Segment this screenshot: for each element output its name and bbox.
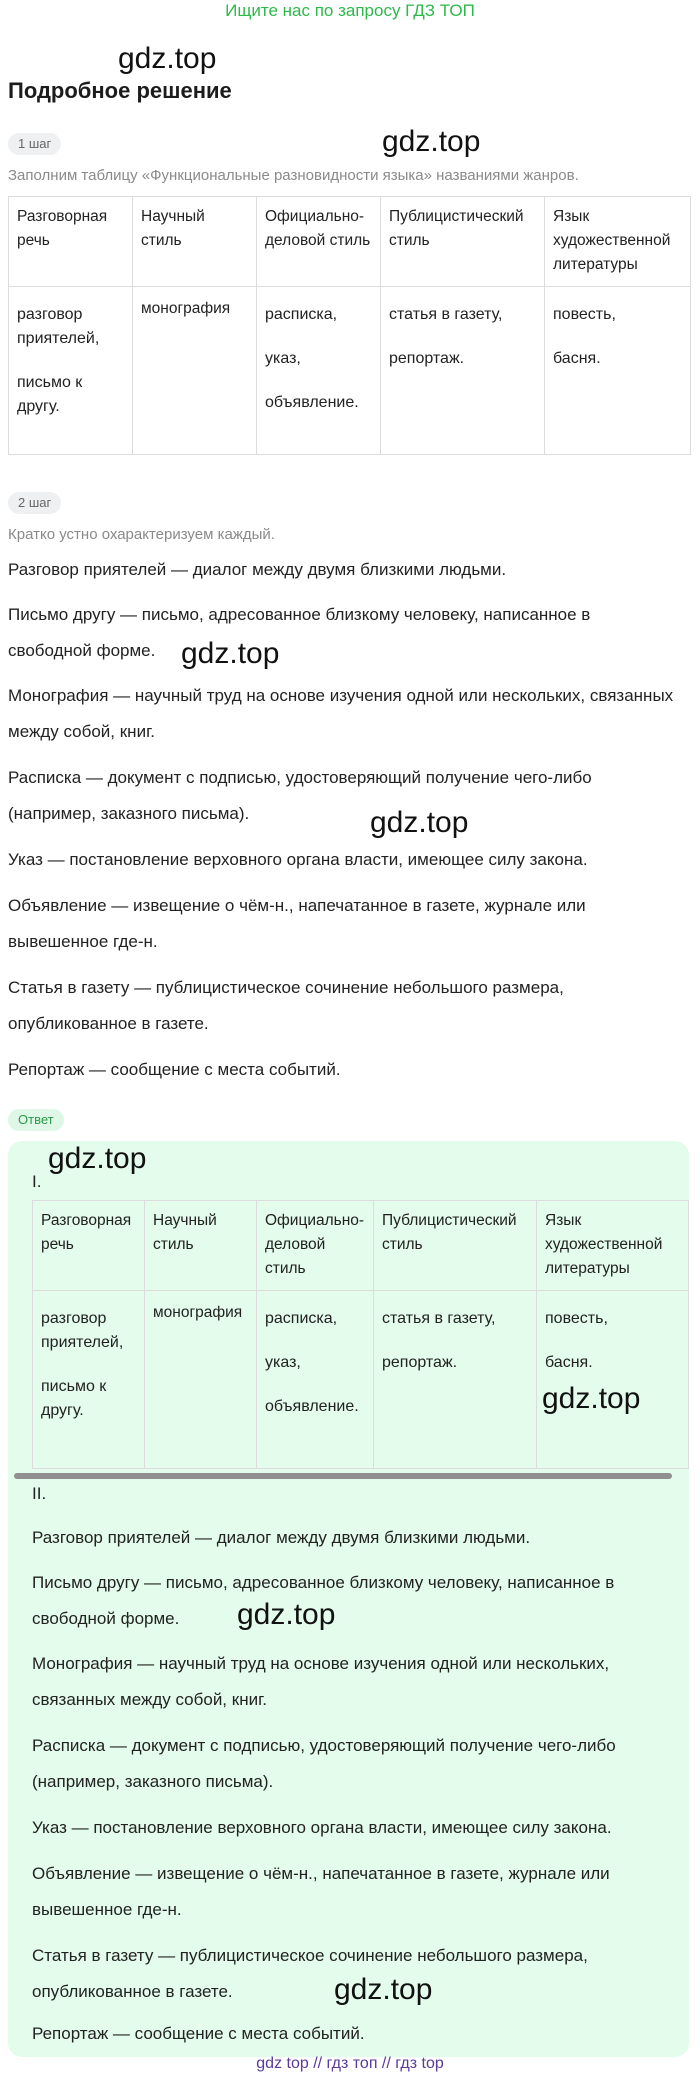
step-hint: Кратко устно охарактеризуем каждый. <box>8 526 275 543</box>
definition-text: Указ — постановление верховного органа власти, имеющее силу закона. <box>32 1818 612 1837</box>
watermark: gdz.top <box>118 42 217 75</box>
definition-text: Объявление — извещение о чём-н., напечатанное в газете, журнале или вывешенное где-н. <box>32 1864 610 1919</box>
definition-text: Разговор приятелей — диалог между двумя близкими людьми. <box>8 560 507 579</box>
watermark: gdz.top <box>237 1598 336 1631</box>
cell-text: разговор приятелей, <box>17 306 100 347</box>
watermark: gdz.top <box>48 1142 147 1175</box>
cell-text: объявление. <box>265 394 359 411</box>
horizontal-scrollbar[interactable] <box>14 1473 672 1479</box>
table-header-cell: Язык художественной литературы <box>537 1201 689 1291</box>
cell-text: повесть, <box>553 306 616 323</box>
definition-text: Разговор приятелей — диалог между двумя близкими людьми. <box>32 1528 531 1547</box>
cell-text: указ, <box>265 1354 301 1371</box>
table-cell <box>9 287 133 455</box>
watermark: gdz.top <box>334 1973 433 2006</box>
table-header-cell: Публицистический стиль <box>374 1201 537 1291</box>
definition-text: Письмо другу — письмо, адресованное близкому человеку, написанное в свободной форме. <box>8 605 591 660</box>
definition-text: Монография — научный труд на основе изучения одной или нескольких, связанных между собой, книг. <box>8 686 674 741</box>
answer-part-label: I. <box>32 1172 42 1191</box>
table-header-cell: Разговорная речь <box>33 1201 145 1291</box>
definition-text: Статья в газету — публицистическое сочинение небольшого размера, опубликованное в газете. <box>8 978 564 1033</box>
step-badge: 2 шаг <box>8 492 61 514</box>
cell-text: письмо к другу. <box>41 1378 107 1419</box>
table-row <box>33 1291 689 1469</box>
watermark: gdz.top <box>181 637 280 670</box>
answer-badge: Ответ <box>8 1109 64 1131</box>
table-header-row <box>9 197 691 287</box>
table-header-cell: Официально-деловой стиль <box>257 197 381 287</box>
table-header-cell: Разговорная речь <box>9 197 133 287</box>
cell-text: разговор приятелей, <box>41 1310 124 1351</box>
definition-text: Письмо другу — письмо, адресованное близкому человеку, написанное в свободной форме. <box>32 1573 615 1628</box>
definition-text: Монография — научный труд на основе изучения одной или нескольких, связанных между собой, книг. <box>32 1654 610 1709</box>
step-badge: 1 шаг <box>8 133 61 155</box>
answer-part-label: II. <box>32 1484 47 1503</box>
definition-text: Расписка — документ с подписью, удостоверяющий получение чего-либо (например, заказного письма). <box>32 1736 616 1791</box>
watermark: gdz.top <box>370 806 469 839</box>
cell-text: статья в газету, <box>382 1310 496 1327</box>
cell-text: репортаж. <box>382 1354 458 1371</box>
table-header-cell: Язык художественной литературы <box>545 197 691 287</box>
page-title: Подробное решение <box>8 78 232 103</box>
table-header-cell: Публицистический стиль <box>381 197 545 287</box>
table-cell <box>133 287 257 455</box>
table-header-cell: Официально-деловой стиль <box>257 1201 374 1291</box>
table-cell <box>257 1291 374 1469</box>
search-banner[interactable]: Ищите нас по запросу ГДЗ ТОП <box>225 1 475 20</box>
table-cell <box>374 1291 537 1469</box>
definition-text: Статья в газету — публицистическое сочинение небольшого размера, опубликованное в газете. <box>32 1946 588 2001</box>
table-cell <box>537 1291 689 1469</box>
cell-text: басня. <box>545 1354 593 1371</box>
definition-text: Указ — постановление верховного органа власти, имеющее силу закона. <box>8 850 588 869</box>
table-cell <box>33 1291 145 1469</box>
cell-text: монография <box>141 300 231 317</box>
definition-text: Репортаж — сообщение с места событий. <box>32 2024 365 2043</box>
cell-text: монография <box>153 1304 243 1321</box>
table-cell <box>545 287 691 455</box>
cell-text: письмо к другу. <box>17 374 83 415</box>
cell-text: репортаж. <box>389 350 465 367</box>
cell-text: указ, <box>265 350 301 367</box>
watermark: gdz.top <box>542 1382 641 1415</box>
table-header-cell: Научный стиль <box>133 197 257 287</box>
cell-text: статья в газету, <box>389 306 503 323</box>
cell-text: расписка, <box>265 306 338 323</box>
cell-text: басня. <box>553 350 601 367</box>
table-cell <box>381 287 545 455</box>
table-cell <box>257 287 381 455</box>
cell-text: расписка, <box>265 1310 338 1327</box>
answer-genres-table <box>32 1200 689 1469</box>
genres-table <box>8 196 691 455</box>
table-row <box>9 287 691 455</box>
footer-links[interactable]: gdz top // гдз топ // гдз top <box>256 2055 444 2072</box>
definition-text: Расписка — документ с подписью, удостоверяющий получение чего-либо (например, заказного письма). <box>8 768 592 823</box>
cell-text: повесть, <box>545 1310 608 1327</box>
definition-text: Объявление — извещение о чём-н., напечатанное в газете, журнале или вывешенное где-н. <box>8 896 586 951</box>
definition-text: Репортаж — сообщение с места событий. <box>8 1060 341 1079</box>
table-header-row <box>33 1201 689 1291</box>
watermark: gdz.top <box>382 125 481 158</box>
cell-text: объявление. <box>265 1398 359 1415</box>
table-header-cell: Научный стиль <box>145 1201 257 1291</box>
step-hint: Заполним таблицу «Функциональные разновидности языка» названиями жанров. <box>8 167 579 184</box>
table-cell <box>145 1291 257 1469</box>
